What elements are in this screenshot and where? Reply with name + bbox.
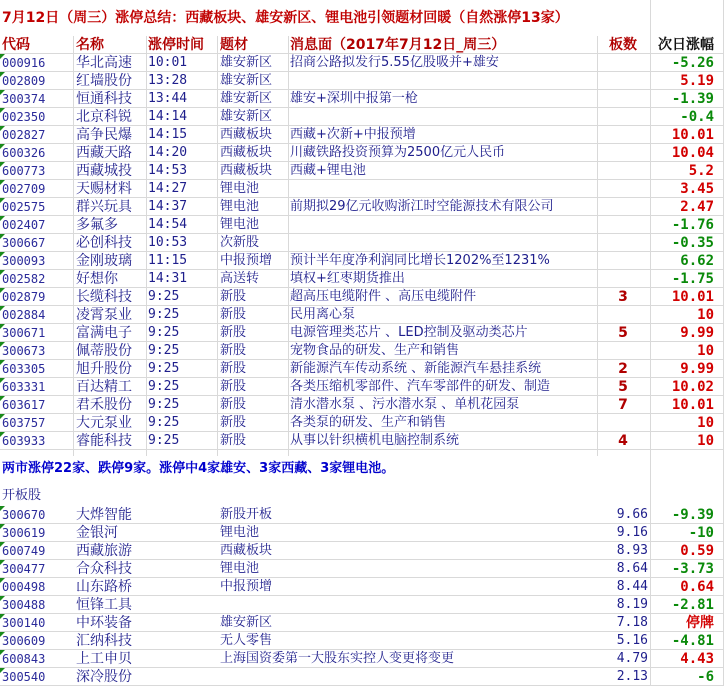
table-row	[0, 216, 724, 234]
cell-code: 002407	[2, 218, 46, 232]
cell-value: 7.18	[616, 615, 648, 630]
cell-name: 大烨智能	[76, 507, 132, 523]
cell-next: -4.81	[671, 633, 714, 649]
table-row	[0, 162, 724, 180]
cell-code: 002709	[2, 182, 46, 196]
cell-next: -0.35	[671, 235, 714, 251]
cell-news: 清水潜水泵 、污水潜水泵 、单机花园泵	[290, 397, 520, 412]
header-theme: 题材	[220, 37, 248, 53]
cell-theme: 锂电池	[220, 561, 260, 576]
cell-value: 9.66	[616, 507, 648, 522]
cell-code: 603757	[2, 416, 46, 430]
table-row	[0, 378, 724, 396]
cell-time: 11:15	[148, 253, 188, 268]
cell-name: 合众科技	[76, 561, 132, 577]
table-row	[0, 324, 724, 342]
cell-name: 必创科技	[76, 235, 132, 251]
table-row	[0, 668, 724, 686]
cell-news: 西藏+锂电池	[290, 163, 366, 178]
table-row	[0, 414, 724, 432]
cell-name: 多氟多	[76, 217, 118, 233]
cell-news: 雄安+深圳中报第一枪	[290, 91, 418, 106]
table-row	[0, 306, 724, 324]
cell-theme: 雄安新区	[220, 109, 273, 124]
cell-time: 10:53	[148, 235, 188, 250]
cell-code: 300488	[2, 598, 46, 612]
cell-news	[290, 108, 600, 126]
table-row	[0, 596, 724, 614]
cell-name: 红墙股份	[76, 73, 132, 89]
cell-theme	[220, 596, 288, 614]
cell-next: 10.02	[671, 379, 714, 395]
cell-boards	[598, 162, 648, 180]
summary-line: 两市涨停22家、跌停9家。涨停中4家雄安、3家西藏、3家锂电池。	[2, 461, 395, 476]
cell-boards	[598, 306, 648, 324]
header-code: 代码	[2, 37, 30, 53]
cell-news	[290, 216, 600, 234]
cell-theme: 中报预增	[220, 579, 273, 594]
cell-theme: 新股	[220, 307, 247, 322]
cell-code: 300670	[2, 508, 46, 522]
cell-boards	[598, 54, 648, 72]
table-row	[0, 234, 724, 252]
cell-code: 300619	[2, 526, 46, 540]
cell-code: 300477	[2, 562, 46, 576]
cell-time: 9:25	[148, 289, 180, 304]
cell-name: 山东路桥	[76, 579, 132, 595]
cell-code: 002582	[2, 272, 46, 286]
cell-code: 300671	[2, 326, 46, 340]
cell-name: 西藏城投	[76, 163, 132, 179]
cell-code: 600773	[2, 164, 46, 178]
cell-next: 6.62	[680, 253, 714, 269]
cell-next: 10	[697, 343, 714, 359]
cell-name: 深冷股份	[76, 669, 132, 685]
cell-theme: 西藏板块	[220, 163, 273, 178]
cell-name: 西藏旅游	[76, 543, 132, 559]
cell-time: 14:14	[148, 109, 188, 124]
cell-next: -6	[697, 669, 714, 685]
cell-next: 10.01	[671, 127, 714, 143]
cell-news: 各类泵的研发、生产和销售	[290, 415, 447, 430]
cell-name: 金刚玻璃	[76, 253, 132, 269]
cell-name: 富满电子	[76, 325, 132, 341]
cell-next: 9.99	[680, 361, 714, 377]
cell-time: 9:25	[148, 325, 180, 340]
cell-boards	[598, 216, 648, 234]
cell-value: 8.19	[616, 597, 648, 612]
cell-boards	[598, 342, 648, 360]
cell-theme: 雄安新区	[220, 55, 273, 70]
cell-boards	[598, 126, 648, 144]
cell-boards	[598, 198, 648, 216]
section-label-opened: 开板股	[2, 488, 42, 503]
cell-boards: 2	[618, 361, 628, 377]
cell-next: 10	[697, 307, 714, 323]
cell-next: 10	[697, 433, 714, 449]
cell-next: -0.4	[680, 109, 714, 125]
cell-next: 2.47	[680, 199, 714, 215]
table-row	[0, 72, 724, 90]
cell-time: 13:28	[148, 73, 188, 88]
cell-next: 3.45	[680, 181, 714, 197]
cell-time: 9:25	[148, 433, 180, 448]
cell-next: -10	[688, 525, 714, 541]
cell-code: 600843	[2, 652, 46, 666]
header-news: 消息面（2017年7月12日_周三）	[290, 37, 506, 53]
cell-code: 600749	[2, 544, 46, 558]
cell-boards	[598, 414, 648, 432]
table-row	[0, 144, 724, 162]
table-header	[0, 36, 724, 54]
cell-time: 9:25	[148, 343, 180, 358]
cell-name: 恒通科技	[76, 91, 132, 107]
cell-code: 002827	[2, 128, 46, 142]
table-row	[0, 506, 724, 524]
cell-time: 10:01	[148, 55, 188, 70]
cell-news	[290, 234, 600, 252]
cell-name: 高争民爆	[76, 127, 132, 143]
cell-next: 0.59	[680, 543, 714, 559]
cell-news: 民用离心泵	[290, 307, 356, 322]
cell-code: 300374	[2, 92, 46, 106]
cell-theme: 新股	[220, 379, 247, 394]
cell-next: 10.01	[671, 397, 714, 413]
cell-time: 14:54	[148, 217, 188, 232]
cell-theme: 新股	[220, 397, 247, 412]
header-time: 涨停时间	[148, 37, 204, 53]
cell-news: 前期拟29亿元收购浙江时空能源技术有限公司	[290, 199, 554, 214]
cell-boards	[598, 252, 648, 270]
cell-name: 金银河	[76, 525, 118, 541]
cell-theme: 中报预增	[220, 253, 273, 268]
cell-news: 川藏铁路投资预算为2500亿元人民币	[290, 145, 506, 160]
cell-time: 14:15	[148, 127, 188, 142]
cell-next: 10.04	[671, 145, 714, 161]
cell-code: 002575	[2, 200, 46, 214]
table-row	[0, 632, 724, 650]
cell-theme: 新股	[220, 343, 247, 358]
cell-theme: 高送转	[220, 271, 260, 286]
cell-name: 大元泵业	[76, 415, 132, 431]
cell-value: 8.64	[616, 561, 648, 576]
header-name: 名称	[76, 37, 104, 53]
table-row	[0, 108, 724, 126]
cell-name: 君禾股份	[76, 397, 132, 413]
cell-next: -1.76	[671, 217, 714, 233]
cell-news: 新能源汽车传动系统 、新能源汽车悬挂系统	[290, 361, 542, 376]
cell-theme: 西藏板块	[220, 145, 273, 160]
table-row	[0, 270, 724, 288]
cell-news: 西藏+次新+中报预增	[290, 127, 416, 142]
cell-next: 4.43	[680, 651, 714, 667]
cell-theme: 新股开板	[220, 507, 273, 522]
table-row	[0, 560, 724, 578]
cell-theme: 无人零售	[220, 633, 273, 648]
table-row	[0, 650, 724, 668]
table-row	[0, 180, 724, 198]
cell-news: 电源管理类芯片 、LED控制及驱动类芯片	[290, 325, 528, 340]
table-row	[0, 90, 724, 108]
table-row	[0, 542, 724, 560]
cell-theme: 新股	[220, 289, 247, 304]
cell-theme: 雄安新区	[220, 615, 273, 630]
cell-name: 恒锋工具	[76, 597, 132, 613]
cell-code: 603331	[2, 380, 46, 394]
cell-name: 佩蒂股份	[76, 343, 132, 359]
cell-name: 旭升股份	[76, 361, 132, 377]
cell-boards	[598, 234, 648, 252]
cell-boards: 5	[618, 325, 628, 341]
header-next: 次日涨幅	[658, 37, 714, 53]
cell-news	[290, 72, 600, 90]
table-row	[0, 198, 724, 216]
cell-time: 9:25	[148, 379, 180, 394]
cell-theme	[220, 668, 288, 686]
table-row	[0, 252, 724, 270]
cell-theme: 上海国资委第一大股东实控人变更将变更	[220, 651, 455, 666]
cell-time: 14:31	[148, 271, 188, 286]
cell-news: 各类压缩机零部件、汽车零部件的研发、制造	[290, 379, 551, 394]
cell-name: 华北高速	[76, 55, 132, 71]
cell-next: 10.01	[671, 289, 714, 305]
cell-news	[290, 180, 600, 198]
cell-boards: 7	[618, 397, 628, 413]
cell-boards: 4	[618, 433, 628, 449]
cell-value: 8.93	[616, 543, 648, 558]
cell-name: 长缆科技	[76, 289, 132, 305]
cell-name: 群兴玩具	[76, 199, 132, 215]
cell-name: 北京科锐	[76, 109, 132, 125]
table-row	[0, 524, 724, 542]
cell-theme: 锂电池	[220, 525, 260, 540]
cell-boards	[598, 270, 648, 288]
table-row	[0, 126, 724, 144]
cell-theme: 西藏板块	[220, 127, 273, 142]
cell-next: -9.39	[671, 507, 714, 523]
table-row	[0, 342, 724, 360]
cell-value: 9.16	[616, 525, 648, 540]
cell-next: 5.2	[688, 163, 714, 179]
cell-time: 14:27	[148, 181, 188, 196]
cell-value: 4.79	[616, 651, 648, 666]
cell-code: 300667	[2, 236, 46, 250]
cell-name: 上工申贝	[76, 651, 132, 667]
cell-name: 睿能科技	[76, 433, 132, 449]
cell-next: 停牌	[686, 615, 714, 631]
cell-code: 002809	[2, 74, 46, 88]
cell-boards	[598, 108, 648, 126]
cell-code: 300540	[2, 670, 46, 684]
cell-theme: 新股	[220, 415, 247, 430]
cell-next: -1.75	[671, 271, 714, 287]
table-row	[0, 288, 724, 306]
cell-theme: 雄安新区	[220, 91, 273, 106]
cell-time: 9:25	[148, 307, 180, 322]
cell-name: 百达精工	[76, 379, 132, 395]
table-row	[0, 396, 724, 414]
table-row	[0, 360, 724, 378]
header-boards: 板数	[609, 37, 637, 53]
cell-next: 9.99	[680, 325, 714, 341]
cell-time: 14:37	[148, 199, 188, 214]
cell-theme: 新股	[220, 361, 247, 376]
cell-name: 凌霄泵业	[76, 307, 132, 323]
cell-theme: 新股	[220, 433, 247, 448]
cell-next: -3.73	[671, 561, 714, 577]
cell-news: 从事以针织横机电脑控制系统	[290, 433, 460, 448]
cell-theme: 次新股	[220, 235, 260, 250]
cell-time: 13:44	[148, 91, 188, 106]
cell-code: 603305	[2, 362, 46, 376]
cell-code: 000916	[2, 56, 46, 70]
cell-code: 300673	[2, 344, 46, 358]
cell-boards: 3	[618, 289, 628, 305]
cell-boards	[598, 72, 648, 90]
cell-time: 9:25	[148, 361, 180, 376]
cell-next: -2.81	[671, 597, 714, 613]
cell-code: 600326	[2, 146, 46, 160]
cell-code: 000498	[2, 580, 46, 594]
cell-theme: 雄安新区	[220, 73, 273, 88]
cell-news: 填权+红枣期货推出	[290, 271, 405, 286]
table-row	[0, 432, 724, 450]
cell-name: 中环装备	[76, 615, 132, 631]
cell-time: 14:20	[148, 145, 188, 160]
cell-theme: 西藏板块	[220, 543, 273, 558]
cell-code: 603933	[2, 434, 46, 448]
cell-code: 603617	[2, 398, 46, 412]
cell-boards	[598, 90, 648, 108]
cell-code: 002884	[2, 308, 46, 322]
cell-theme: 锂电池	[220, 199, 260, 214]
table-row	[0, 578, 724, 596]
cell-next: 5.19	[680, 73, 714, 89]
cell-time: 14:53	[148, 163, 188, 178]
cell-code: 300093	[2, 254, 46, 268]
cell-name: 汇纳科技	[76, 633, 132, 649]
cell-code: 300609	[2, 634, 46, 648]
cell-code: 002879	[2, 290, 46, 304]
cell-next: -5.26	[671, 55, 714, 71]
cell-theme: 新股	[220, 325, 247, 340]
cell-code: 300140	[2, 616, 46, 630]
cell-value: 2.13	[616, 669, 648, 684]
cell-news: 招商公路拟发行5.55亿股吸并+雄安	[290, 55, 499, 70]
cell-news: 宠物食品的研发、生产和销售	[290, 343, 460, 358]
cell-code: 002350	[2, 110, 46, 124]
cell-value: 5.16	[616, 633, 648, 648]
cell-boards	[598, 144, 648, 162]
cell-next: -1.39	[671, 91, 714, 107]
cell-boards	[598, 180, 648, 198]
cell-news: 超高压电缆附件 、高压电缆附件	[290, 289, 477, 304]
cell-theme: 锂电池	[220, 217, 260, 232]
page-title: 7月12日（周三）涨停总结：西藏板块、雄安新区、锂电池引领题材回暖（自然涨停13家）	[2, 10, 569, 26]
cell-theme: 锂电池	[220, 181, 260, 196]
table-row	[0, 614, 724, 632]
table-row	[0, 54, 724, 72]
cell-next: 10	[697, 415, 714, 431]
cell-name: 天赐材料	[76, 181, 132, 197]
cell-next: 0.64	[680, 579, 714, 595]
cell-value: 8.44	[616, 579, 648, 594]
cell-name: 好想你	[76, 271, 118, 287]
cell-time: 9:25	[148, 397, 180, 412]
cell-time: 9:25	[148, 415, 180, 430]
cell-name: 西藏天路	[76, 145, 132, 161]
cell-boards: 5	[618, 379, 628, 395]
cell-news: 预计半年度净利润同比增长1202%至1231%	[290, 253, 550, 268]
